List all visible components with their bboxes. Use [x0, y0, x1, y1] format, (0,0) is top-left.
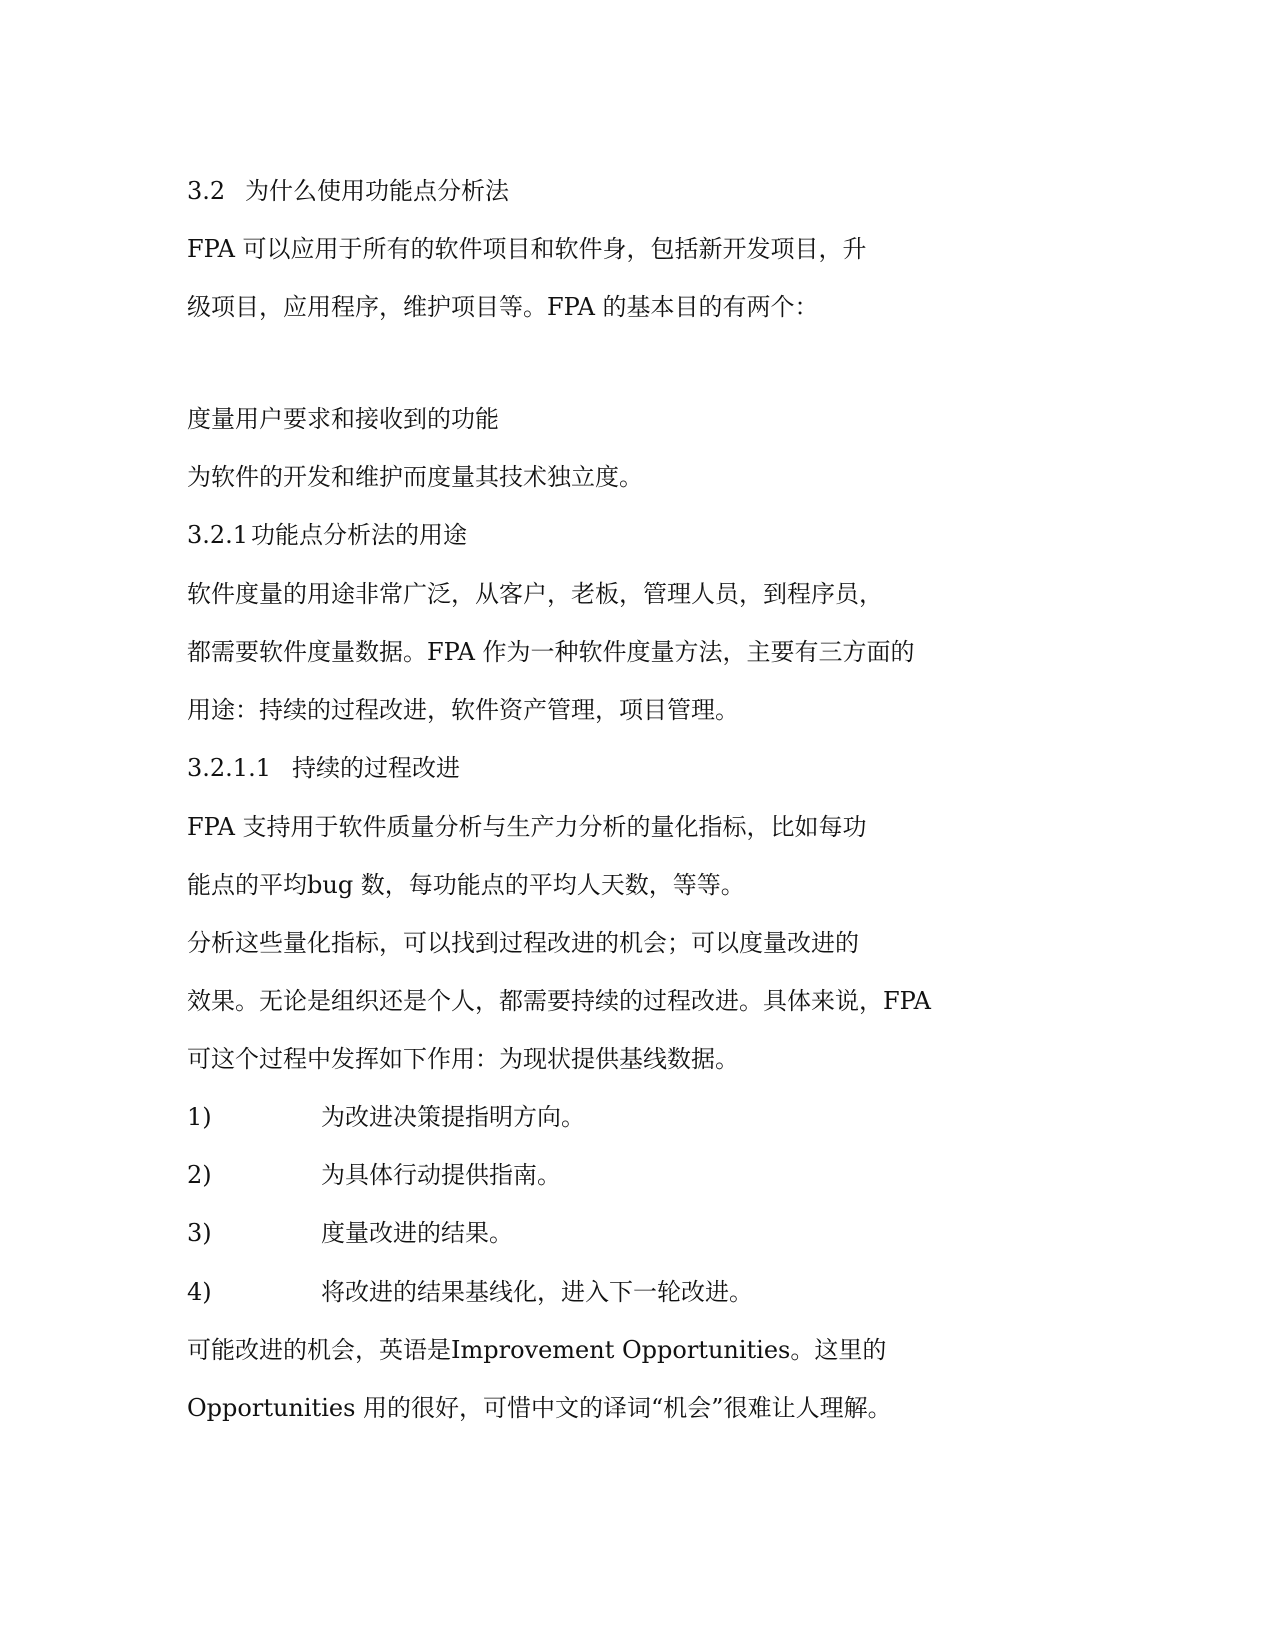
- step-number: 4): [187, 1278, 212, 1306]
- purpose-item: 度量用户要求和接收到的功能: [187, 405, 499, 433]
- paragraph2-line-2: 效果。无论是组织还是个人，都需要持续的过程改进。具体来说，FPA: [187, 987, 931, 1015]
- paragraph1-line-2: 能点的平均bug 数，每功能点的平均人天数，等等。: [187, 871, 745, 899]
- section-number: 3.2: [187, 177, 226, 205]
- uses-line-1: 软件度量的用途非常广泛，从客户，老板，管理人员，到程序员，: [187, 580, 883, 608]
- step-item: [187, 1277, 753, 1307]
- intro-line-1: FPA 可以应用于所有的软件项目和软件身，包括新开发项目，升: [187, 235, 867, 263]
- step-text: 为改进决策提指明方向。: [321, 1103, 585, 1131]
- section-heading-3-2: [187, 176, 509, 206]
- section-heading-3-2-1-1: [187, 753, 460, 783]
- section-title: 持续的过程改进: [292, 754, 460, 782]
- step-text: 为具体行动提供指南。: [321, 1161, 561, 1189]
- closing-line-2: Opportunities 用的很好，可惜中文的译词“机会”很难让人理解。: [187, 1394, 892, 1422]
- paragraph1-line-1: FPA 支持用于软件质量分析与生产力分析的量化指标，比如每功: [187, 813, 867, 841]
- step-number: 1): [187, 1103, 212, 1131]
- closing-line-1: 可能改进的机会，英语是Improvement Opportunities。这里的: [187, 1336, 887, 1364]
- step-text: 度量改进的结果。: [321, 1219, 513, 1247]
- step-item: [187, 1218, 513, 1248]
- step-number: 2): [187, 1161, 212, 1189]
- section-number: 3.2.1: [187, 521, 249, 549]
- step-text: 将改进的结果基线化，进入下一轮改进。: [321, 1278, 753, 1306]
- step-item: [187, 1160, 561, 1190]
- section-title: 功能点分析法的用途: [251, 521, 467, 549]
- section-heading-3-2-1: [187, 520, 467, 550]
- purpose-item: 为软件的开发和维护而度量其技术独立度。: [187, 463, 643, 491]
- section-title: 为什么使用功能点分析法: [245, 177, 509, 205]
- intro-line-2: 级项目，应用程序，维护项目等。FPA 的基本目的有两个：: [187, 293, 819, 321]
- uses-line-3: 用途：持续的过程改进，软件资产管理，项目管理。: [187, 696, 739, 724]
- paragraph2-line-3: 可这个过程中发挥如下作用：为现状提供基线数据。: [187, 1045, 739, 1073]
- paragraph2-line-1: 分析这些量化指标，可以找到过程改进的机会；可以度量改进的: [187, 929, 859, 957]
- section-number: 3.2.1.1: [187, 754, 271, 782]
- uses-line-2: 都需要软件度量数据。FPA 作为一种软件度量方法，主要有三方面的: [187, 638, 915, 666]
- step-item: [187, 1102, 585, 1132]
- step-number: 3): [187, 1219, 212, 1247]
